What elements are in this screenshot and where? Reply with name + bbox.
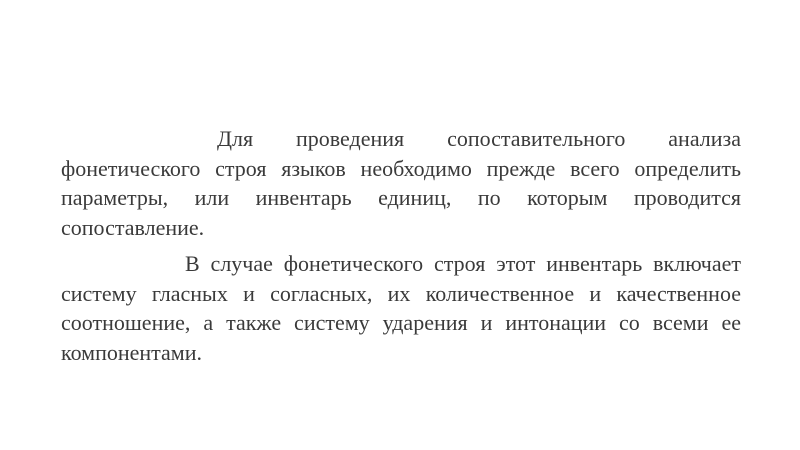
paragraph-1: Для проведения сопоставительного анализа фонетического строя языков необходимо прежде всего определить параметры, или инвентарь единиц, по которым проводится сопоставление.: [61, 126, 741, 240]
paragraph-2: В случае фонетического строя этот инвентарь включает систему гласных и согласных, их количественное и качественное соотношение, а также систему ударения и интонации со всеми ее компонентами.: [61, 251, 741, 365]
slide-text-body: [61, 124, 741, 367]
